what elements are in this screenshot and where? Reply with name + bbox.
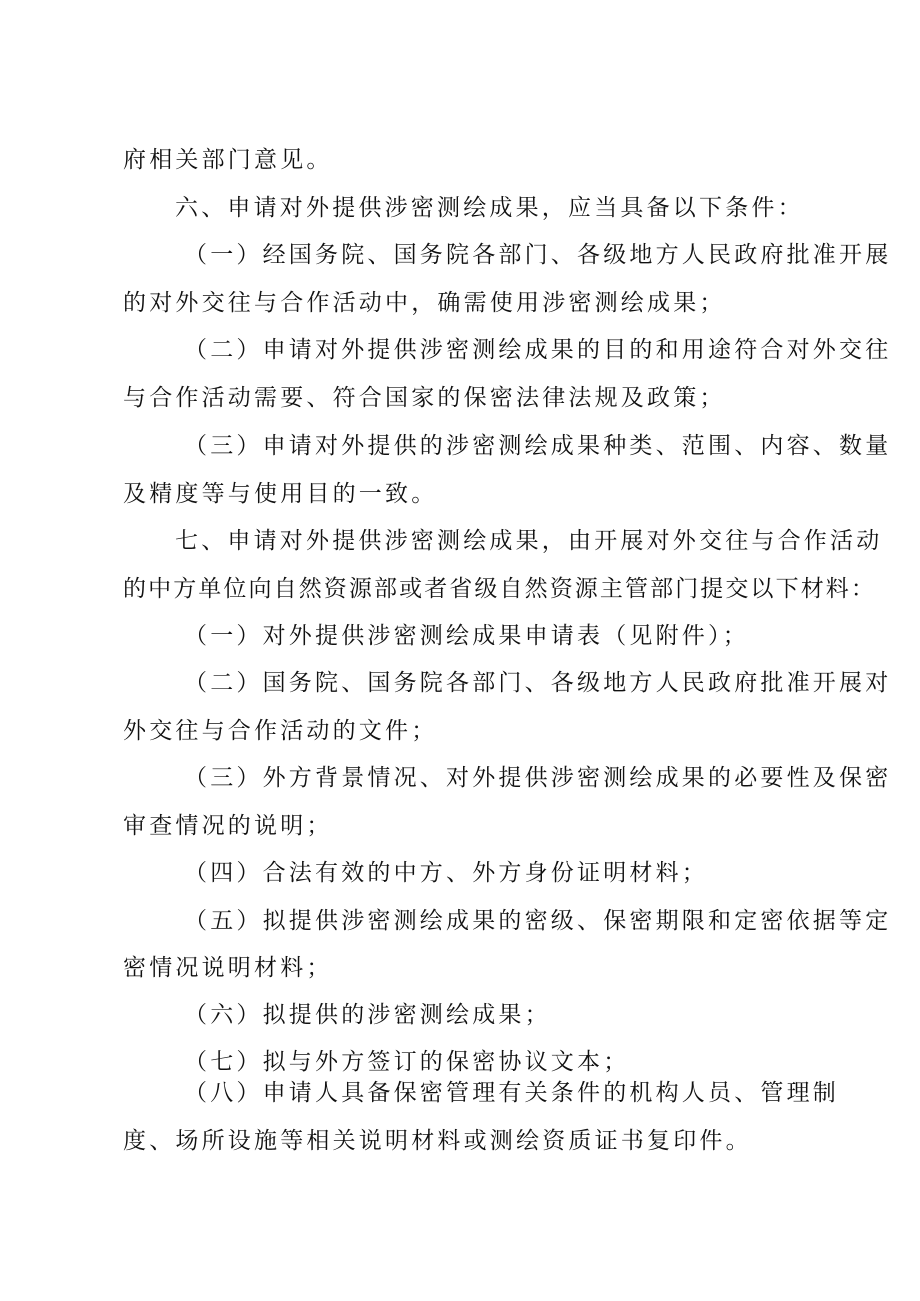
paragraph-line: 度、场所设施等相关说明材料或测绘资质证书复印件。 [123,1128,752,1154]
paragraph-line: （二）申请对外提供涉密测绘成果的目的和用途符合对外交往 [184,337,892,363]
paragraph-line: （六）拟提供的涉密测绘成果； [184,1002,551,1028]
paragraph-line: （一）经国务院、国务院各部门、各级地方人民政府批准开展 [184,242,892,268]
paragraph-line: 府相关部门意见。 [123,147,333,173]
paragraph-line: （八）申请人具备保密管理有关条件的机构人员、管理制 [184,1080,839,1106]
paragraph-line: （二）国务院、国务院各部门、各级地方人民政府批准开展对 [184,670,892,696]
paragraph-line: 审查情况的说明； [123,813,333,839]
paragraph-line: （七）拟与外方签订的保密协议文本； [184,1049,630,1075]
paragraph-line: 外交往与合作活动的文件； [123,718,438,744]
paragraph-line: 的中方单位向自然资源部或者省级自然资源主管部门提交以下材料： [123,576,876,602]
paragraph-line: 密情况说明材料； [123,955,333,981]
paragraph-line: （三）外方背景情况、对外提供涉密测绘成果的必要性及保密 [184,765,892,791]
paragraph-line: （一）对外提供涉密测绘成果申请表（见附件）； [184,623,749,649]
section-heading-six: 六、申请对外提供涉密测绘成果，应当具备以下条件： [175,195,804,221]
paragraph-line: （五）拟提供涉密测绘成果的密级、保密期限和定密依据等定 [184,908,892,934]
section-heading-seven: 七、申请对外提供涉密测绘成果，由开展对外交往与合作活动 [175,528,883,554]
paragraph-line: （四）合法有效的中方、外方身份证明材料； [184,860,708,886]
paragraph-line: 与合作活动需要、符合国家的保密法律法规及政策； [123,385,726,411]
paragraph-line: 及精度等与使用目的一致。 [123,481,438,507]
paragraph-line: （三）申请对外提供的涉密测绘成果种类、范围、内容、数量 [184,433,892,459]
paragraph-line: 的对外交往与合作活动中，确需使用涉密测绘成果； [123,290,726,316]
